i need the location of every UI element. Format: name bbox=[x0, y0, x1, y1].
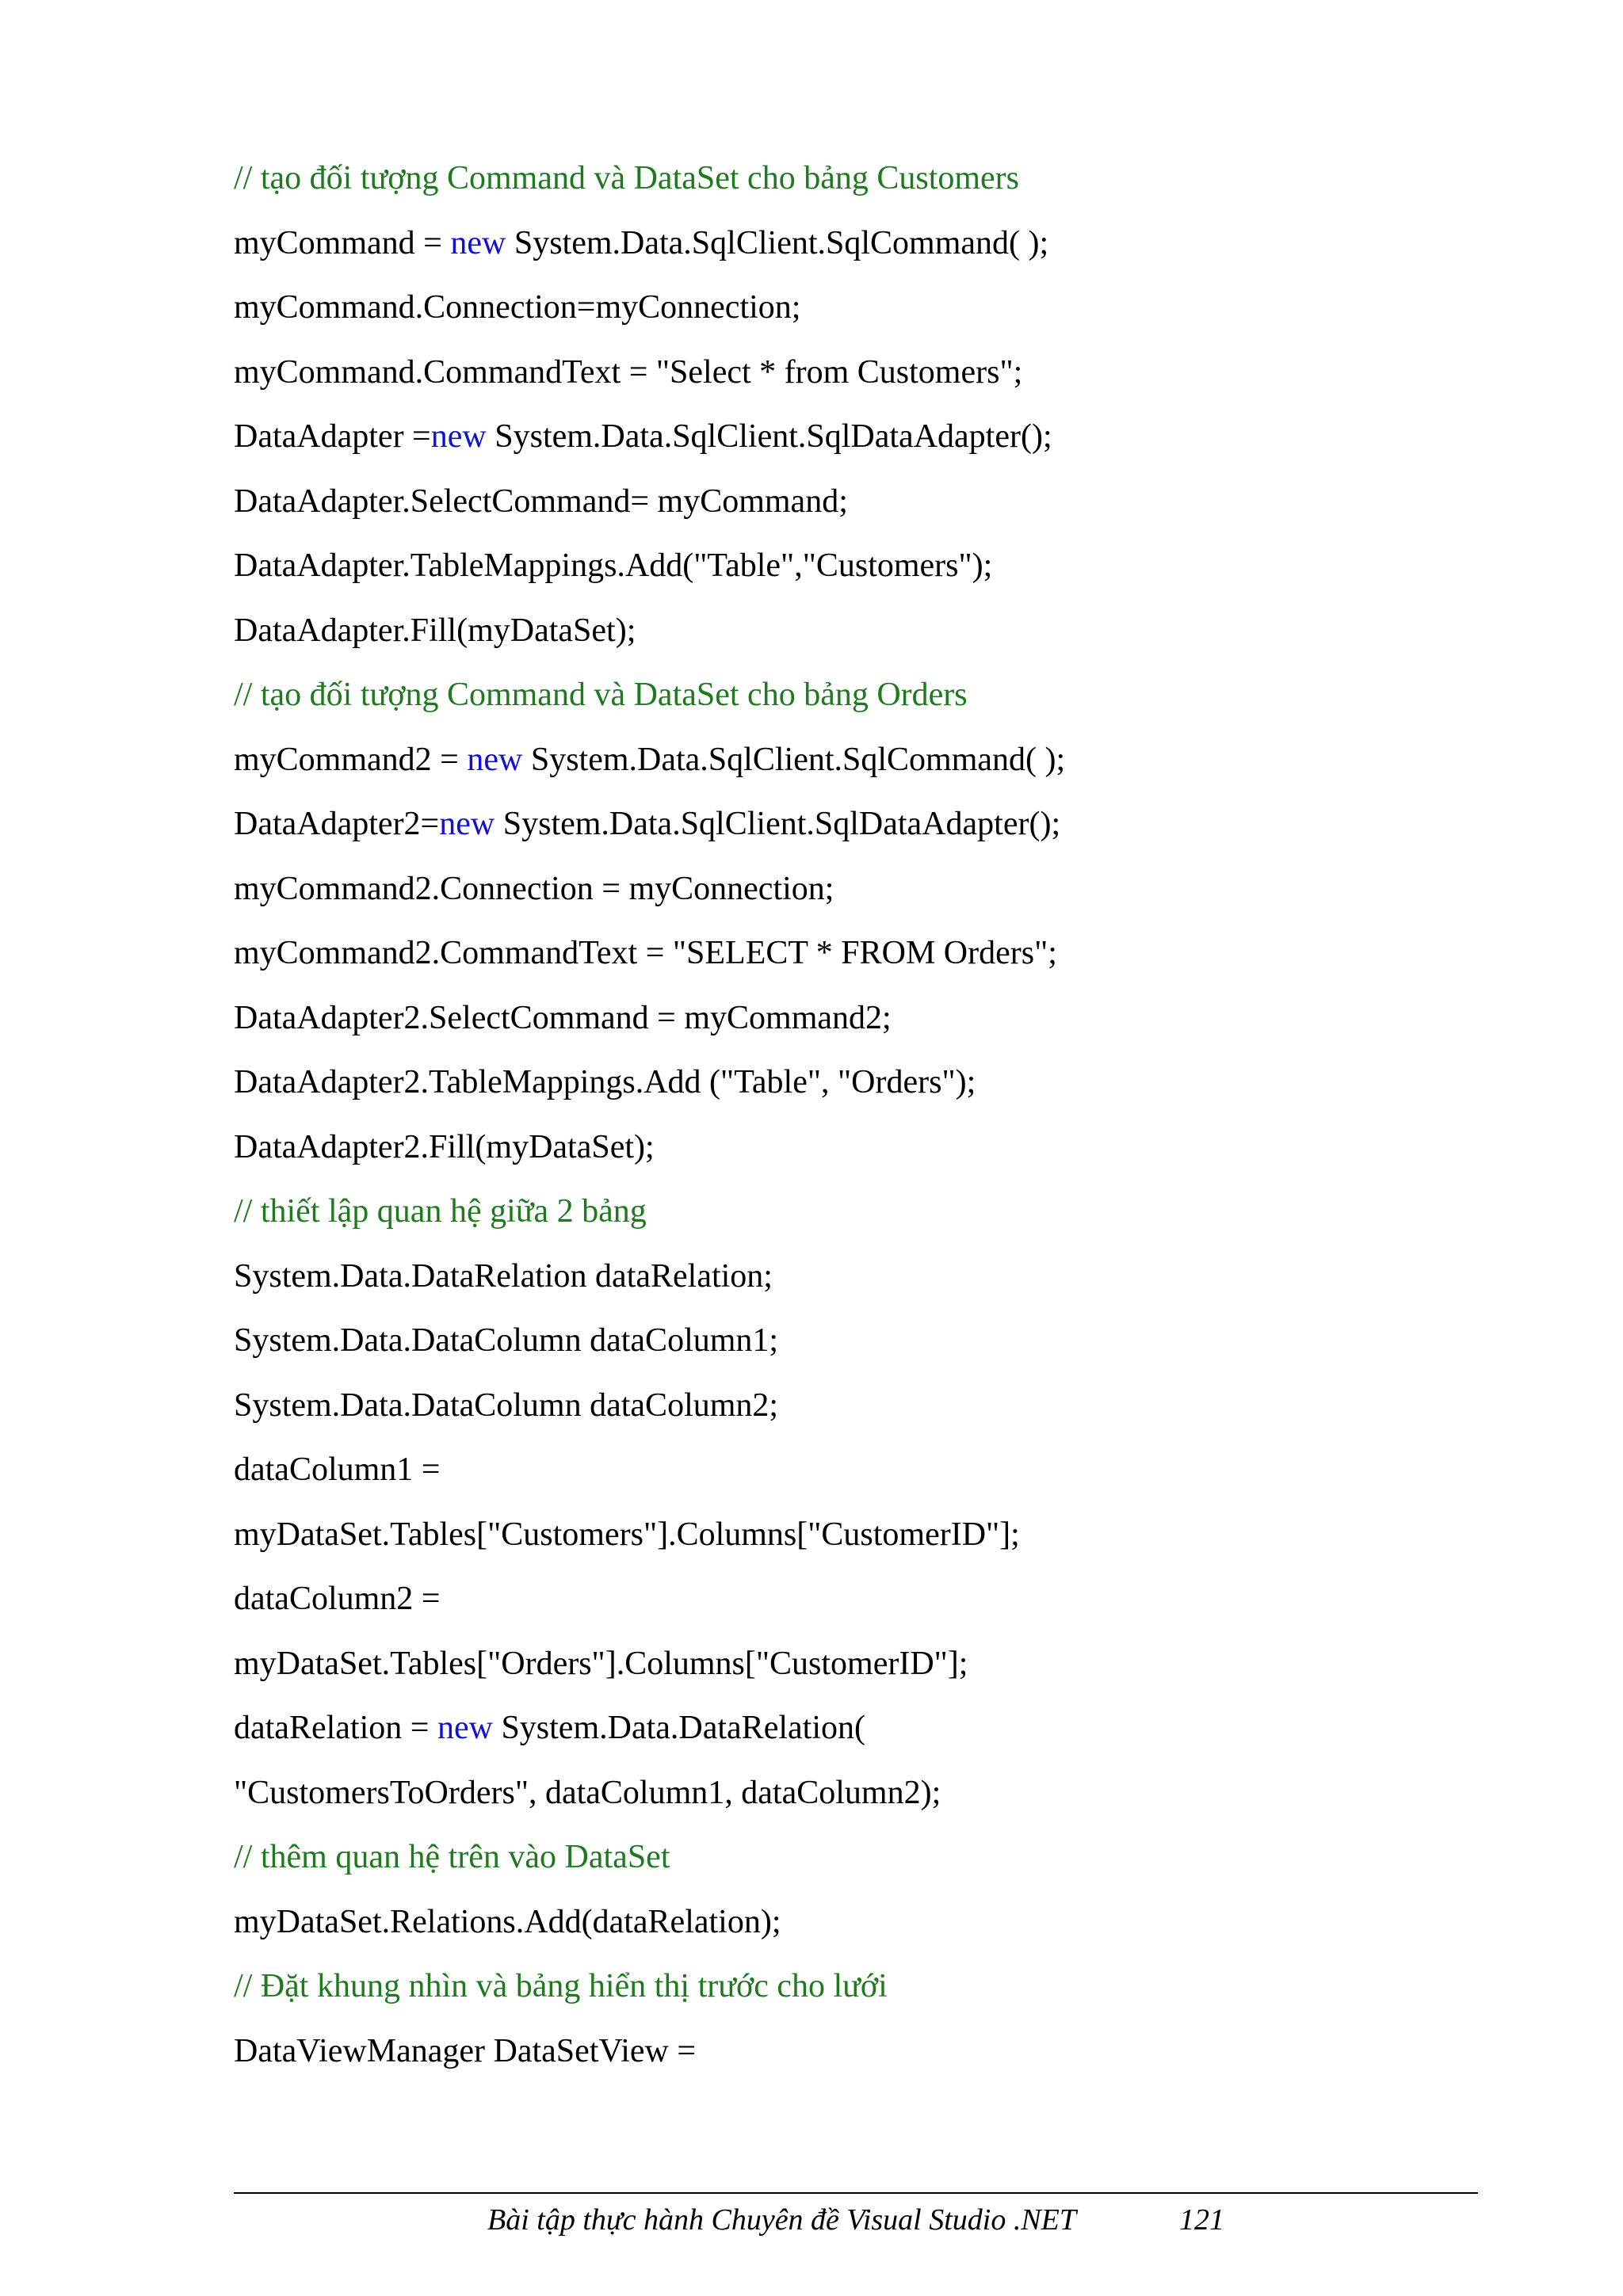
code-line bbox=[234, 2025, 1502, 2090]
code-text: dataColumn1 = bbox=[234, 1451, 441, 1488]
code-line bbox=[234, 1767, 1502, 1832]
keyword-new: new bbox=[467, 741, 523, 778]
code-line bbox=[234, 927, 1502, 992]
code-text: DataAdapter.Fill(myDataSet); bbox=[234, 612, 636, 649]
code-text: myCommand2 = bbox=[234, 741, 468, 778]
code-text: myCommand.CommandText = "Select * from Customers"; bbox=[234, 353, 1023, 391]
code-line bbox=[234, 1702, 1502, 1767]
keyword-new: new bbox=[430, 418, 487, 455]
code-text: DataViewManager DataSetView = bbox=[234, 2032, 697, 2069]
code-text: myCommand2.CommandText = "SELECT * FROM Orders"; bbox=[234, 935, 1057, 971]
code-text: myDataSet.Tables["Orders"].Columns["CustomerID"]; bbox=[234, 1645, 968, 1682]
code-text: DataAdapter.TableMappings.Add("Table","Customers"); bbox=[234, 547, 993, 584]
code-text: DataAdapter2.TableMappings.Add ("Table", "Orders"); bbox=[234, 1064, 976, 1100]
code-text: myCommand2.Connection = myConnection; bbox=[234, 870, 834, 907]
footer-divider bbox=[234, 2192, 1478, 2194]
code-text: System.Data.DataRelation( bbox=[492, 1710, 865, 1746]
code-text: System.Data.DataColumn dataColumn2; bbox=[234, 1386, 779, 1424]
code-text: DataAdapter2= bbox=[234, 806, 440, 842]
code-line bbox=[234, 540, 1502, 605]
code-line bbox=[234, 281, 1502, 346]
code-line bbox=[234, 1896, 1502, 1961]
code-text: myDataSet.Tables["Customers"].Columns["CustomerID"]; bbox=[234, 1516, 1020, 1553]
code-text: myDataSet.Relations.Add(dataRelation); bbox=[234, 1903, 781, 1940]
code-line bbox=[234, 798, 1502, 863]
page-number: 121 bbox=[1179, 2203, 1224, 2237]
keyword-new: new bbox=[437, 1710, 493, 1746]
code-line bbox=[234, 475, 1502, 540]
code-text: System.Data.SqlClient.SqlDataAdapter(); bbox=[486, 418, 1052, 455]
code-text: myCommand = bbox=[234, 224, 451, 261]
code-text: dataColumn2 = bbox=[234, 1581, 441, 1617]
code-line bbox=[234, 1444, 1502, 1508]
code-line bbox=[234, 410, 1502, 475]
code-text: DataAdapter2.Fill(myDataSet); bbox=[234, 1128, 655, 1165]
code-text: "CustomersToOrders", dataColumn1, dataColumn2); bbox=[234, 1774, 941, 1811]
code-listing bbox=[234, 152, 1502, 2089]
code-text: System.Data.DataColumn dataColumn1; bbox=[234, 1322, 779, 1359]
code-line bbox=[234, 1508, 1502, 1573]
code-line bbox=[234, 346, 1502, 411]
code-text: System.Data.SqlClient.SqlDataAdapter(); bbox=[495, 806, 1061, 842]
code-text: myCommand.Connection=myConnection; bbox=[234, 289, 801, 326]
code-text: DataAdapter = bbox=[234, 418, 431, 455]
code-line bbox=[234, 1379, 1502, 1444]
code-text: DataAdapter.SelectCommand= myCommand; bbox=[234, 482, 848, 520]
code-line bbox=[234, 1121, 1502, 1186]
code-line bbox=[234, 1573, 1502, 1638]
code-line bbox=[234, 605, 1502, 669]
code-comment-line bbox=[234, 1960, 1502, 2025]
code-text: System.Data.SqlClient.SqlCommand( ); bbox=[522, 741, 1066, 778]
keyword-new: new bbox=[450, 224, 506, 261]
code-text: System.Data.DataRelation dataRelation; bbox=[234, 1257, 773, 1295]
code-line bbox=[234, 217, 1502, 282]
code-line bbox=[234, 1638, 1502, 1703]
code-line bbox=[234, 1056, 1502, 1121]
footer-title: Bài tập thực hành Chuyên đề Visual Studio .NET bbox=[487, 2203, 1077, 2237]
code-text: dataRelation = bbox=[234, 1710, 437, 1746]
comment-text: // tạo đối tượng Command và DataSet cho bảng Customers bbox=[234, 160, 1019, 196]
code-comment-line bbox=[234, 1185, 1502, 1250]
code-line bbox=[234, 1250, 1502, 1315]
code-line bbox=[234, 992, 1502, 1057]
code-line bbox=[234, 734, 1502, 799]
keyword-new: new bbox=[439, 806, 495, 842]
code-text: DataAdapter2.SelectCommand = myCommand2; bbox=[234, 999, 892, 1036]
code-line bbox=[234, 1314, 1502, 1379]
code-comment-line bbox=[234, 1831, 1502, 1896]
comment-text: // Đặt khung nhìn và bảng hiển thị trước cho lưới bbox=[234, 1968, 888, 2004]
comment-text: // thiết lập quan hệ giữa 2 bảng bbox=[234, 1193, 647, 1230]
code-comment-line bbox=[234, 152, 1502, 217]
code-line bbox=[234, 863, 1502, 928]
code-text: System.Data.SqlClient.SqlCommand( ); bbox=[506, 224, 1049, 261]
comment-text: // tạo đối tượng Command và DataSet cho bảng Orders bbox=[234, 677, 968, 713]
code-comment-line bbox=[234, 669, 1502, 734]
comment-text: // thêm quan hệ trên vào DataSet bbox=[234, 1839, 670, 1875]
